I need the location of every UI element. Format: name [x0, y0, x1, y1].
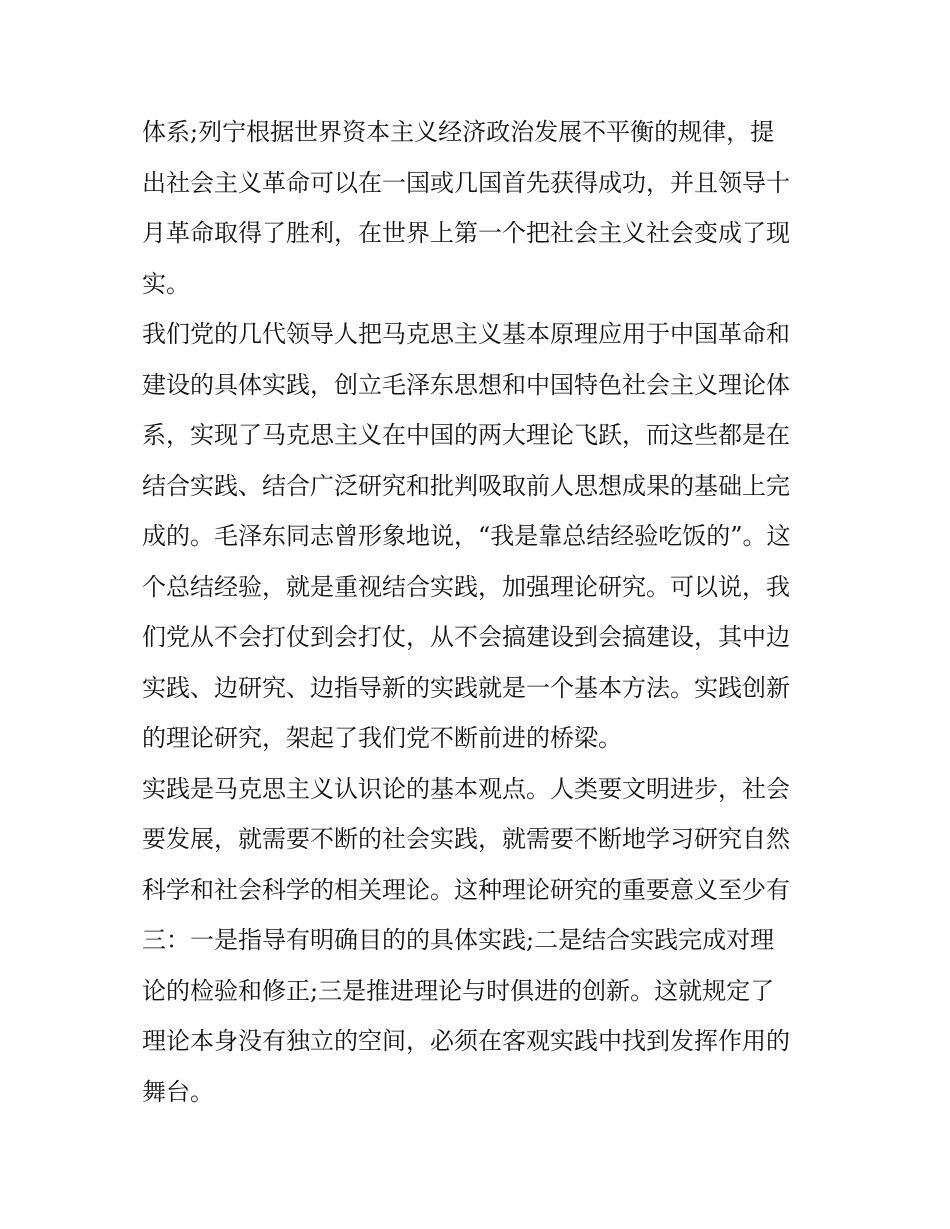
text-line: 体系;列宁根据世界资本主义经济政治发展不平衡的规律，提	[142, 118, 775, 146]
text-line: 出社会主义革命可以在一国或几国首先获得成功，并且领导十	[142, 168, 790, 197]
body-text	[142, 107, 814, 1117]
text-line: 理论本身没有独立的空间，必须在客观实践中找到发挥作用的	[142, 1027, 790, 1055]
text-line: 成的。毛泽东同志曾形象地说，“我是靠总结经验吃饭的”。这	[142, 522, 791, 550]
text-line: 系，实现了马克思主义在中国的两大理论飞跃，而这些都是在	[142, 421, 790, 449]
text-line: 月革命取得了胜利，在世界上第一个把社会主义社会变成了现	[142, 219, 790, 247]
text-line: 实践是马克思主义认识论的基本观点。人类要文明进步，社会	[142, 774, 790, 803]
text-line: 论的检验和修正;三是推进理论与时俱进的创新。这就规定了	[142, 976, 775, 1005]
text-line: 实。	[142, 269, 190, 298]
text-line: 们党从不会打仗到会打仗，从不会搞建设到会搞建设，其中边	[142, 623, 790, 651]
text-line: 结合实践、结合广泛研究和批判吸取前人思想成果的基础上完	[142, 471, 790, 500]
text-line: 个总结经验，就是重视结合实践，加强理论研究。可以说，我	[142, 572, 790, 601]
text-line: 我们党的几代领导人把马克思主义基本原理应用于中国革命和	[142, 320, 790, 348]
text-line: 实践、边研究、边指导新的实践就是一个基本方法。实践创新	[142, 673, 790, 702]
text-line: 三：一是指导有明确目的的具体实践;二是结合实践完成对理	[142, 926, 775, 954]
text-line: 要发展，就需要不断的社会实践，就需要不断地学习研究自然	[142, 825, 790, 853]
text-line: 舞台。	[142, 1077, 214, 1106]
text-line: 建设的具体实践，创立毛泽东思想和中国特色社会主义理论体	[142, 370, 790, 399]
text-line: 科学和社会科学的相关理论。这种理论研究的重要意义至少有	[142, 875, 790, 904]
text-line: 的理论研究，架起了我们党不断前进的桥梁。	[142, 724, 622, 752]
